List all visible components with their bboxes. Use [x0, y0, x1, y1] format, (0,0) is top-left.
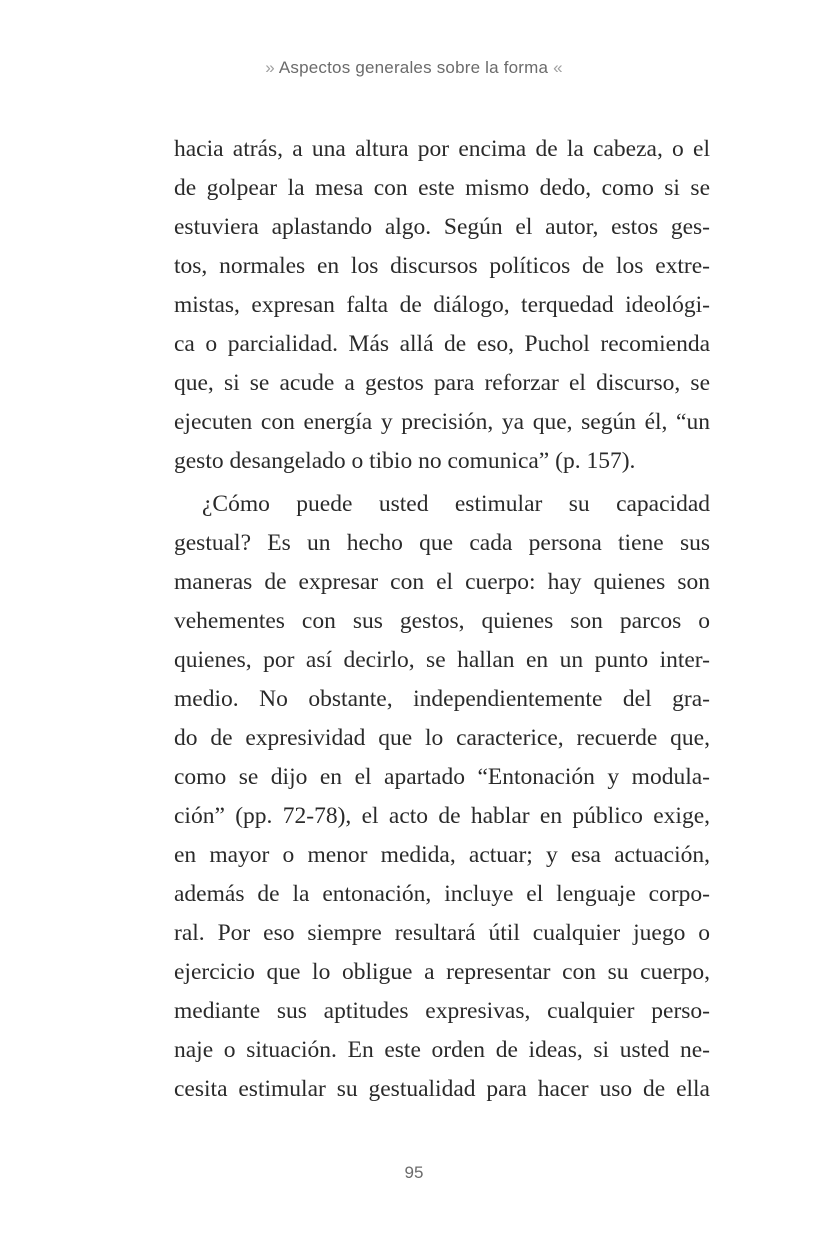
text-line: medio. No obstante, independientemente del gra-: [174, 686, 710, 712]
text-line: do de expresividad que lo caracterice, recuerde que,: [174, 725, 710, 751]
paragraph-1: [174, 130, 710, 481]
text-line: hacia atrás, a una altura por encima de la cabeza, o el: [174, 136, 710, 162]
text-line: ejercicio que lo obligue a representar con su cuerpo,: [174, 959, 710, 985]
text-line: ción” (pp. 72-78), el acto de hablar en público exige,: [174, 803, 710, 829]
text-line: estuviera aplastando algo. Según el autor, estos ges-: [174, 214, 710, 240]
text-line: quienes, por así decirlo, se hallan en un punto inter-: [174, 647, 710, 673]
text-line: maneras de expresar con el cuerpo: hay quienes son: [174, 569, 710, 595]
header-right-mark: «: [553, 58, 563, 77]
text-line: ejecuten con energía y precisión, ya que, según él, “un: [174, 409, 710, 435]
text-line: vehementes con sus gestos, quienes son parcos o: [174, 608, 710, 634]
paragraph-2: [174, 485, 710, 1109]
text-line: ca o parcialidad. Más allá de eso, Puchol recomienda: [174, 331, 710, 357]
text-line: además de la entonación, incluye el lenguaje corpo-: [174, 881, 710, 907]
text-line: ¿Cómo puede usted estimular su capacidad: [202, 491, 710, 517]
text-line: cesita estimular su gestualidad para hacer uso de ella: [174, 1076, 710, 1102]
text-line: mediante sus aptitudes expresivas, cualquier perso-: [174, 998, 710, 1024]
header-left-mark: »: [265, 58, 275, 77]
running-header: [0, 58, 828, 78]
text-line: como se dijo en el apartado “Entonación y modula-: [174, 764, 710, 790]
text-line: gesto desangelado o tibio no comunica” (p. 157).: [174, 448, 636, 474]
text-line: de golpear la mesa con este mismo dedo, como si se: [174, 175, 710, 201]
text-line: tos, normales en los discursos políticos de los extre-: [174, 253, 710, 279]
text-line: que, si se acude a gestos para reforzar el discurso, se: [174, 370, 710, 396]
text-line: mistas, expresan falta de diálogo, terquedad ideológi-: [174, 292, 710, 318]
text-line: gestual? Es un hecho que cada persona tiene sus: [174, 530, 710, 556]
text-line: ral. Por eso siempre resultará útil cualquier juego o: [174, 920, 710, 946]
page-number: 95: [404, 1163, 424, 1182]
text-line: naje o situación. En este orden de ideas, si usted ne-: [174, 1037, 710, 1063]
text-line: en mayor o menor medida, actuar; y esa actuación,: [174, 842, 710, 868]
header-title: Aspectos generales sobre la forma: [278, 58, 549, 77]
body-text: [174, 130, 710, 1109]
